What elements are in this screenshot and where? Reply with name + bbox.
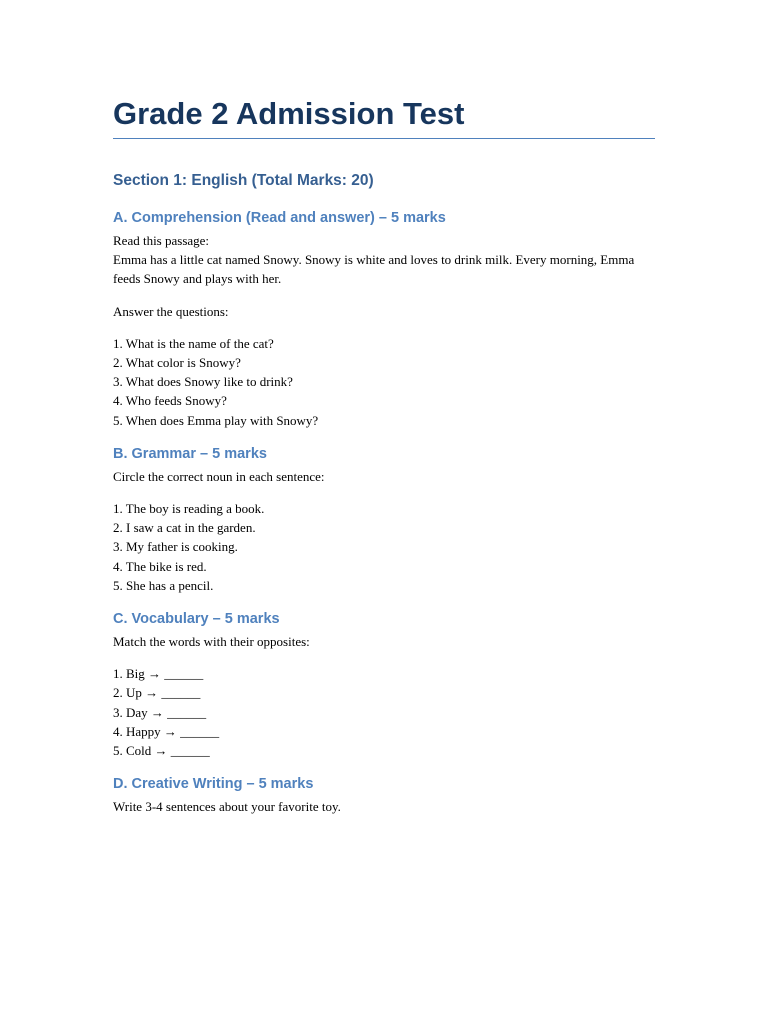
section-1-heading: Section 1: English (Total Marks: 20): [113, 172, 374, 189]
part-b-heading: B. Grammar – 5 marks: [113, 445, 267, 462]
list-item: 1. The boy is reading a book.: [113, 501, 265, 517]
part-d-prompt: Write 3-4 sentences about your favorite toy.: [113, 799, 341, 815]
list-item: 2. What color is Snowy?: [113, 355, 241, 371]
part-a-question-list: [113, 334, 655, 430]
page-title: Grade 2 Admission Test: [113, 96, 655, 139]
list-item: 4. Who feeds Snowy?: [113, 393, 227, 409]
list-item: 3. Day → ______: [113, 704, 207, 720]
list-item: 5. When does Emma play with Snowy?: [113, 412, 319, 428]
part-a-passage: Emma has a little cat named Snowy. Snowy is white and loves to drink milk. Every morning, Emma feeds Snowy and plays with her.: [113, 252, 635, 287]
list-item: 2. Up → ______: [113, 685, 201, 701]
document-body: [113, 96, 655, 816]
list-item: 2. I saw a cat in the garden.: [113, 520, 256, 536]
part-b-item-list: [113, 499, 655, 595]
part-d-heading: D. Creative Writing – 5 marks: [113, 776, 314, 793]
part-b-prompt: Circle the correct noun in each sentence:: [113, 468, 325, 484]
list-item: 1. What is the name of the cat?: [113, 335, 274, 351]
list-item: 3. What does Snowy like to drink?: [113, 374, 293, 390]
part-a-heading: A. Comprehension (Read and answer) – 5 marks: [113, 210, 446, 226]
list-item: 4. The bike is red.: [113, 558, 207, 574]
part-c-heading: C. Vocabulary – 5 marks: [113, 611, 280, 628]
list-item: 5. Cold → ______: [113, 743, 210, 759]
part-c-prompt: Match the words with their opposites:: [113, 634, 310, 650]
list-item: 1. Big → ______: [113, 666, 204, 682]
part-a-prompt: Answer the questions:: [113, 303, 229, 319]
list-item: 5. She has a pencil.: [113, 577, 214, 593]
list-item: 4. Happy → ______: [113, 723, 220, 739]
list-item: 3. My father is cooking.: [113, 539, 238, 555]
part-c-item-list: [113, 664, 655, 760]
part-a-intro: Read this passage:: [113, 233, 210, 248]
